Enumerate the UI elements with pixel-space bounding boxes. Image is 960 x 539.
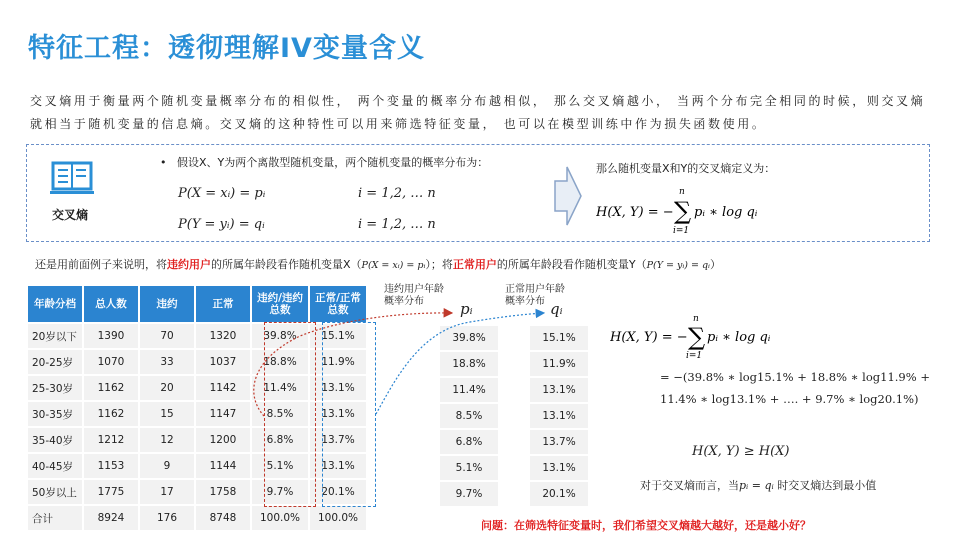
q_column-row xyxy=(530,378,588,402)
formula2-lhs: H(X, Y) = − xyxy=(610,330,688,345)
q_column-cell: 13.1% xyxy=(530,404,588,428)
table-cell: 176 xyxy=(140,506,194,530)
header-normal-ratio: 正常/正常 总数 xyxy=(310,286,366,322)
p_column-row xyxy=(440,404,498,428)
p_column-cell: 9.7% xyxy=(440,482,498,506)
p_column-cell: 5.1% xyxy=(440,456,498,480)
table-cell: 1758 xyxy=(196,480,250,504)
intro-paragraph: 交叉熵用于衡量两个随机变量概率分布的相似性， 两个变量的概率分布越相似， 那么交叉熵越小， 当两个分布完全相同的时候，则交叉熵就相当于随机变量的信息熵。交叉熵的这种特性可以用来筛选特征变量， 也可以在模型训练中作为损失函数使用。 xyxy=(30,94,926,131)
table-cell: 100.0% xyxy=(310,506,366,530)
eq-py-range: i = 1,2, … n xyxy=(358,217,436,232)
p_column-row xyxy=(440,482,498,506)
q_column-row xyxy=(530,404,588,428)
table-cell: 1390 xyxy=(84,324,138,348)
table-cell: 9 xyxy=(140,454,194,478)
table-cell: 1320 xyxy=(196,324,250,348)
table-cell: 8748 xyxy=(196,506,250,530)
eq-px: P(X = xᵢ) = pᵢ xyxy=(178,186,266,201)
table-cell: 20 xyxy=(140,376,194,400)
table-cell: 20.1% xyxy=(310,480,366,504)
default-ratio-highlight xyxy=(264,322,316,507)
table-cell: 1162 xyxy=(84,376,138,400)
q_column-row xyxy=(530,456,588,480)
table-cell: 1142 xyxy=(196,376,250,400)
formula2-body: pᵢ ∗ log qᵢ xyxy=(707,330,770,345)
p-column-header: 违约用户年龄 概率分布 xyxy=(384,284,444,307)
header-normal: 正常 xyxy=(196,286,250,322)
minimum-note: 对于交叉熵而言，当pᵢ = qᵢ 时交叉熵达到最小值 xyxy=(640,479,877,492)
q_column-cell: 13.7% xyxy=(530,430,588,454)
cross-entropy-formula xyxy=(596,186,766,236)
q-symbol: qᵢ xyxy=(550,300,563,318)
q_column-cell: 13.1% xyxy=(530,378,588,402)
header-default-ratio: 违约/违约 总数 xyxy=(252,286,308,322)
formula-lhs: H(X, Y) = − xyxy=(596,205,674,220)
table-cell: 39.8% xyxy=(252,324,308,348)
formula-sum-bottom: i=1 xyxy=(673,226,690,236)
table-cell: 15 xyxy=(140,402,194,426)
q-column-header: 正常用户年龄 概率分布 xyxy=(505,284,565,307)
table-cell: 40-45岁 xyxy=(28,454,82,478)
table-header-row xyxy=(28,286,366,322)
table-cell: 1212 xyxy=(84,428,138,452)
table-cell: 18.8% xyxy=(252,350,308,374)
table-cell: 1200 xyxy=(196,428,250,452)
p_column-cell: 11.4% xyxy=(440,378,498,402)
table-cell: 1037 xyxy=(196,350,250,374)
table-cell: 1162 xyxy=(84,402,138,426)
q_column-row xyxy=(530,326,588,350)
q_column-cell: 11.9% xyxy=(530,352,588,376)
eq-py: P(Y = yᵢ) = qᵢ xyxy=(178,217,265,232)
p-symbol: pᵢ xyxy=(460,300,473,318)
p_column-row xyxy=(440,378,498,402)
cross-entropy-definition-text: 那么随机变量X和Y的交叉熵定义为： xyxy=(596,162,776,175)
page-title: 特征工程：透彻理解IV变量含义 xyxy=(28,33,425,64)
formula-sum-top: n xyxy=(679,187,685,197)
q_column-cell: 20.1% xyxy=(530,482,588,506)
table-cell: 13.1% xyxy=(310,402,366,426)
table-cell: 35-40岁 xyxy=(28,428,82,452)
table-cell: 1144 xyxy=(196,454,250,478)
expansion-line-1: = −(39.8% ∗ log15.1% + 18.8% ∗ log11.9% + xyxy=(660,370,930,384)
svg-text:∑: ∑ xyxy=(688,323,706,351)
table-cell: 13.1% xyxy=(310,376,366,400)
table-cell: 17 xyxy=(140,480,194,504)
header-age: 年龄分档 xyxy=(28,286,82,322)
p_column-cell: 39.8% xyxy=(440,326,498,350)
question-text: 问题：在筛选特征变量时，我们希望交叉熵越大越好，还是越小好？ xyxy=(481,519,811,532)
table-cell: 25-30岁 xyxy=(28,376,82,400)
table-cell: 1153 xyxy=(84,454,138,478)
q_column-row xyxy=(530,352,588,376)
table-cell: 8924 xyxy=(84,506,138,530)
p_column-row xyxy=(440,352,498,376)
table-cell: 6.8% xyxy=(252,428,308,452)
p_column-row xyxy=(440,326,498,350)
table-cell: 12 xyxy=(140,428,194,452)
table-cell: 8.5% xyxy=(252,402,308,426)
q_column-cell: 15.1% xyxy=(530,326,588,350)
table-row xyxy=(28,506,366,530)
normal-ratio-highlight xyxy=(322,322,376,507)
table-cell: 合计 xyxy=(28,506,82,530)
q_column-row xyxy=(530,482,588,506)
example-text: 还是用前面例子来说明，将违约用户的所属年龄段看作随机变量X（P(X = xᵢ) = pᵢ）；将正常用户的所属年龄段看作随机变量Y（P(Y = yᵢ) = qᵢ） xyxy=(35,258,721,271)
p_column-row xyxy=(440,430,498,454)
svg-text:∑: ∑ xyxy=(674,197,692,225)
formula2-sum-bottom: i=1 xyxy=(686,351,703,360)
q_column-cell: 13.1% xyxy=(530,456,588,480)
table-cell: 50岁以上 xyxy=(28,480,82,504)
header-default: 违约 xyxy=(140,286,194,322)
p-distribution-table xyxy=(440,324,498,508)
table-cell: 11.9% xyxy=(310,350,366,374)
table-cell: 20-25岁 xyxy=(28,350,82,374)
q_column-row xyxy=(530,430,588,454)
header-total: 总人数 xyxy=(84,286,138,322)
right-arrow-icon xyxy=(553,165,583,227)
formula2-sum-top: n xyxy=(693,314,699,324)
p_column-cell: 8.5% xyxy=(440,404,498,428)
table-cell: 11.4% xyxy=(252,376,308,400)
cross-entropy-formula-2 xyxy=(610,314,770,360)
p_column-row xyxy=(440,456,498,480)
book-icon xyxy=(50,160,94,196)
table-cell: 70 xyxy=(140,324,194,348)
table-cell: 9.7% xyxy=(252,480,308,504)
table-cell: 1775 xyxy=(84,480,138,504)
expansion-line-2: 11.4% ∗ log13.1% + …. + 9.7% ∗ log20.1%) xyxy=(660,392,919,406)
table-cell: 13.7% xyxy=(310,428,366,452)
eq-px-range: i = 1,2, … n xyxy=(358,186,436,201)
table-cell: 15.1% xyxy=(310,324,366,348)
p_column-cell: 6.8% xyxy=(440,430,498,454)
table-cell: 30-35岁 xyxy=(28,402,82,426)
table-cell: 5.1% xyxy=(252,454,308,478)
table-cell: 1147 xyxy=(196,402,250,426)
q-distribution-table xyxy=(530,324,588,508)
table-cell: 33 xyxy=(140,350,194,374)
table-cell: 100.0% xyxy=(252,506,308,530)
p_column-cell: 18.8% xyxy=(440,352,498,376)
table-cell: 20岁以下 xyxy=(28,324,82,348)
age-distribution-table xyxy=(26,284,368,532)
assumption-text: • 假设X、Y为两个离散型随机变量，两个随机变量的概率分布为： xyxy=(160,156,489,169)
table-cell: 13.1% xyxy=(310,454,366,478)
table-cell: 1070 xyxy=(84,350,138,374)
cross-entropy-label: 交叉熵 xyxy=(52,208,89,222)
formula-body: pᵢ ∗ log qᵢ xyxy=(694,205,758,220)
inequality: H(X, Y) ≥ H(X) xyxy=(692,444,790,459)
